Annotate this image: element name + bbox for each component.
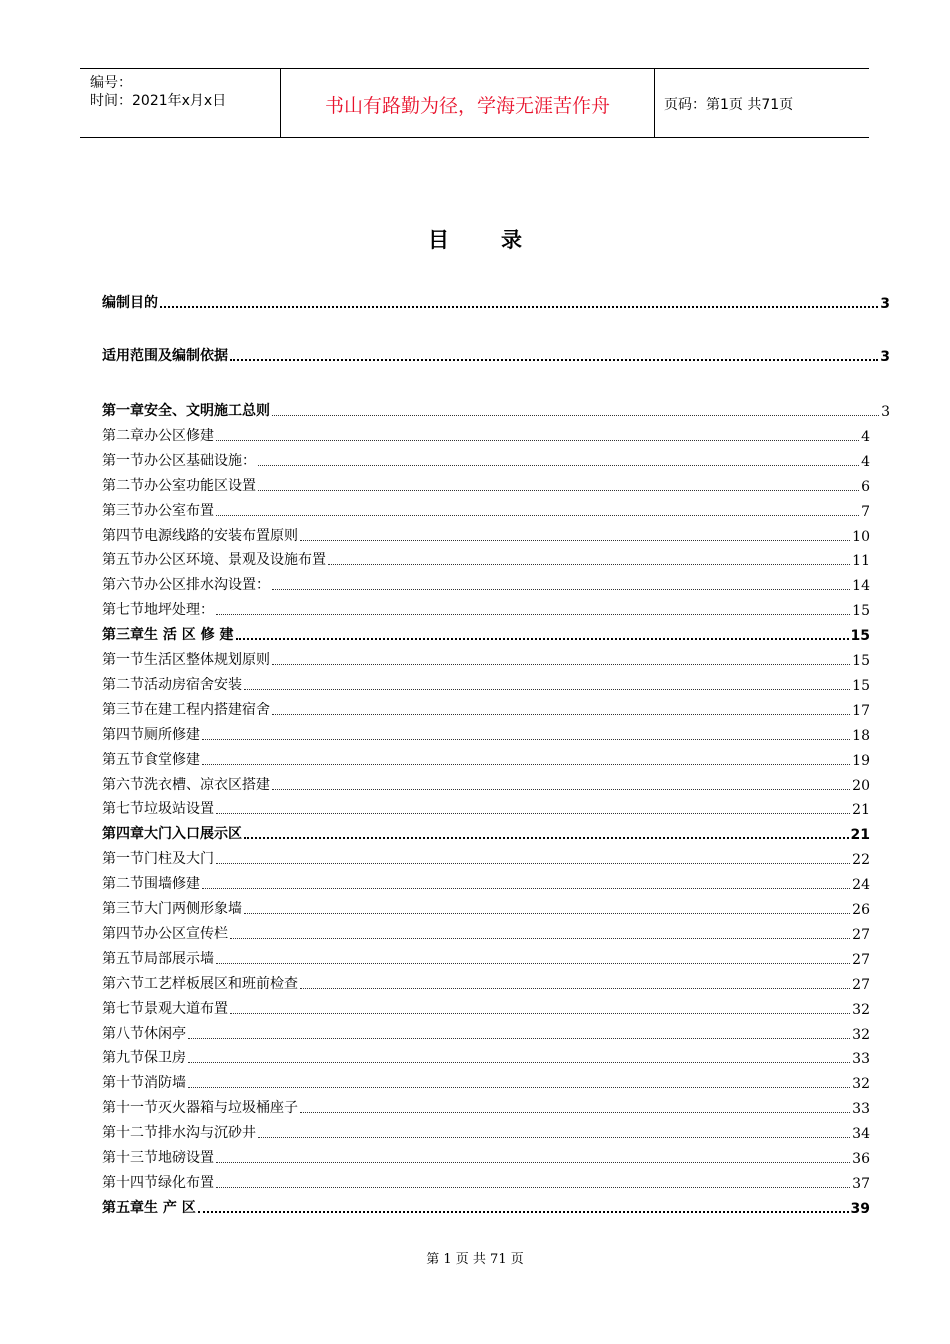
toc-entry-label	[102, 624, 234, 644]
header-table	[80, 68, 869, 138]
toc-entry-number: 第十节	[102, 1075, 144, 1091]
dot-leader	[272, 588, 850, 590]
toc-entry-title: 在建工程内搭建宿舍	[144, 702, 270, 718]
toc-entry-title: 大门入口展示区	[144, 826, 242, 842]
toc-entry-number: 第十三节	[102, 1150, 158, 1166]
toc-entry[interactable]	[102, 896, 870, 918]
toc-entry-page: 6	[861, 479, 870, 495]
toc-entry-label	[102, 450, 256, 470]
toc-entry-page: 20	[852, 778, 870, 794]
toc-entry-number: 第八节	[102, 1026, 144, 1042]
header-middle-cell	[280, 69, 655, 137]
toc-entry-page: 21	[852, 802, 870, 818]
toc-entry-number: 第三节	[102, 503, 144, 519]
toc-entry-page: 27	[852, 952, 870, 968]
toc-entry[interactable]	[102, 697, 870, 719]
toc-entry-label	[102, 674, 242, 694]
toc-entry-page: 39	[850, 1201, 870, 1217]
dot-leader	[244, 688, 850, 690]
number-label: 编号：	[90, 75, 132, 91]
toc-entry-title: 办公室功能区设置	[144, 478, 256, 494]
toc-entry-number: 第一章	[102, 403, 144, 419]
toc-entry-title: 办公区修建	[144, 428, 214, 444]
toc-entry-number: 第四章	[102, 826, 144, 842]
toc-entry-label	[102, 774, 270, 794]
toc-entry-number: 第十二节	[102, 1125, 158, 1141]
toc-entry-number: 第二节	[102, 677, 144, 693]
toc-entry-title: 围墙修建	[144, 876, 200, 892]
toc-entry-title: 适用范围及编制依据	[102, 348, 228, 364]
toc-entry-number: 第七节	[102, 1001, 144, 1017]
toc-entry-label	[102, 1097, 298, 1117]
toc-entry-page: 24	[852, 877, 870, 893]
toc-entry-label	[102, 749, 200, 769]
toc-entry-page: 3	[880, 349, 890, 365]
toc-entry-number: 第一节	[102, 851, 144, 867]
toc-entry-title: 地坪处理：	[144, 602, 214, 618]
dot-leader	[258, 464, 859, 466]
toc-entry-page: 10	[852, 529, 870, 545]
toc-entry-number: 第三节	[102, 901, 144, 917]
toc-entry-page: 22	[852, 852, 870, 868]
toc-entry-number: 第十一节	[102, 1100, 158, 1116]
dot-leader	[216, 862, 850, 864]
toc-entry-title: 电源线路的安装布置原则	[144, 528, 298, 544]
toc-entry[interactable]	[102, 1045, 870, 1067]
toc-entry-title: 排水沟与沉砂井	[158, 1125, 256, 1141]
toc-entry-label	[102, 998, 228, 1018]
time-label: 时间：2021年x月x日	[90, 93, 227, 109]
dot-leader	[202, 763, 850, 765]
toc-entry-page: 4	[861, 429, 870, 445]
toc-entry-title: 办公区基础设施：	[144, 453, 256, 469]
toc-entry-number: 第二章	[102, 428, 144, 444]
dot-leader	[230, 358, 878, 361]
toc-entry-number: 第六节	[102, 577, 144, 593]
toc-entry[interactable]	[102, 647, 870, 669]
toc-entry[interactable]	[102, 722, 870, 744]
dot-leader	[300, 1111, 850, 1113]
toc-entry-label	[102, 425, 214, 445]
toc-entry-label	[102, 724, 200, 744]
toc-entry-page: 17	[852, 703, 870, 719]
dot-leader	[244, 836, 849, 839]
toc-entry-page: 34	[852, 1126, 870, 1142]
toc-entry-number: 第二节	[102, 876, 144, 892]
toc-entry[interactable]	[102, 946, 870, 968]
toc-entry-label	[102, 525, 298, 545]
toc-entry-number: 第五章	[102, 1200, 144, 1216]
dot-leader	[160, 305, 878, 308]
toc-entry-title: 灭火器箱与垃圾桶座子	[158, 1100, 298, 1116]
toc-entry-number: 第一节	[102, 453, 144, 469]
toc-entry[interactable]	[102, 597, 870, 619]
toc-entry[interactable]	[102, 547, 870, 569]
toc-entry-label	[102, 798, 214, 818]
toc-entry-label	[102, 1072, 186, 1092]
toc-entry[interactable]	[102, 1021, 870, 1043]
dot-leader	[188, 1061, 850, 1063]
header-right-cell	[654, 69, 869, 137]
dot-leader	[216, 1161, 850, 1163]
toc-entry-label	[102, 1023, 186, 1043]
toc-entry-label	[102, 500, 214, 520]
toc-entry-page: 33	[852, 1101, 870, 1117]
toc-entry-number: 第九节	[102, 1050, 144, 1066]
toc-entry[interactable]	[102, 1170, 870, 1192]
toc-entry-page: 27	[852, 977, 870, 993]
dot-leader	[188, 1086, 850, 1088]
dot-leader	[198, 1210, 849, 1213]
toc-entry-number: 第十四节	[102, 1175, 158, 1191]
toc-entry-number: 第四节	[102, 926, 144, 942]
toc-entry-label	[102, 923, 228, 943]
toc-entry-title: 生 产 区	[144, 1200, 196, 1216]
toc-entry[interactable]	[102, 572, 870, 594]
toc-entry-page: 18	[852, 728, 870, 744]
toc-entry[interactable]	[102, 343, 890, 365]
toc-entry-title: 活动房宿舍安装	[144, 677, 242, 693]
dot-leader	[216, 812, 850, 814]
dot-leader	[216, 439, 859, 441]
toc-entry-title: 景观大道布置	[144, 1001, 228, 1017]
dot-leader	[300, 987, 850, 989]
toc-entry-title: 办公区环境、景观及设施布置	[144, 552, 326, 568]
dot-leader	[236, 637, 849, 640]
toc-entry-label	[102, 345, 228, 365]
toc-entry-title: 办公区排水沟设置：	[144, 577, 270, 593]
toc-entry-number: 第五节	[102, 752, 144, 768]
toc-entry-label	[102, 699, 270, 719]
toc-entry[interactable]	[102, 622, 870, 644]
toc-entry-label	[102, 948, 214, 968]
toc-entry[interactable]	[102, 448, 870, 470]
toc-entry[interactable]	[102, 1070, 870, 1092]
toc-entry-label	[102, 475, 256, 495]
toc-entry[interactable]	[102, 672, 870, 694]
dot-leader	[216, 514, 859, 516]
toc-entry-number: 第六节	[102, 777, 144, 793]
dot-leader	[258, 1136, 850, 1138]
toc-entry-page: 14	[852, 578, 870, 594]
toc-entry-title: 安全、文明施工总则	[144, 403, 270, 419]
dot-leader	[272, 788, 850, 790]
toc-entry-page: 11	[852, 553, 870, 569]
toc-entry-title: 洗衣槽、凉衣区搭建	[144, 777, 270, 793]
toc-entry-label	[102, 549, 326, 569]
page-title	[0, 224, 950, 254]
toc-entry-page: 15	[852, 678, 870, 694]
toc-entry-title: 办公室布置	[144, 503, 214, 519]
toc-entry[interactable]	[102, 871, 870, 893]
dot-leader	[188, 1037, 850, 1039]
toc-entry[interactable]	[102, 772, 870, 794]
toc-entry[interactable]	[102, 473, 870, 495]
toc-entry-title: 垃圾站设置	[144, 801, 214, 817]
toc-entry-title: 门柱及大门	[144, 851, 214, 867]
toc-entry-label	[102, 1047, 186, 1067]
dot-leader	[230, 1012, 850, 1014]
toc-entry-title: 食堂修建	[144, 752, 200, 768]
toc-entry-page: 3	[880, 296, 890, 312]
toc-entry-title: 休闲亭	[144, 1026, 186, 1042]
toc-entry-number: 第三章	[102, 627, 144, 643]
toc-entry[interactable]	[102, 1095, 870, 1117]
dot-leader	[244, 912, 850, 914]
dot-leader	[272, 414, 879, 416]
toc-entry[interactable]	[102, 1145, 870, 1167]
toc-entry-number: 第四节	[102, 528, 144, 544]
header-left-cell	[80, 69, 280, 137]
toc-entry-number: 第二节	[102, 478, 144, 494]
toc-entry-title: 工艺样板展区和班前检查	[144, 976, 298, 992]
toc-entry-number: 第七节	[102, 801, 144, 817]
toc-entry-label	[102, 873, 200, 893]
dot-leader	[272, 713, 850, 715]
page-info: 页码：第1页 共71页	[664, 97, 794, 113]
toc-entry-title: 编制目的	[102, 295, 158, 311]
toc-entry[interactable]	[102, 971, 870, 993]
toc-entry-label	[102, 973, 298, 993]
toc-entry[interactable]	[102, 996, 870, 1018]
dot-leader	[216, 613, 850, 615]
toc-entry-label	[102, 848, 214, 868]
dot-leader	[202, 738, 850, 740]
toc-entry-number: 第五节	[102, 552, 144, 568]
toc-entry-number: 第六节	[102, 976, 144, 992]
dot-leader	[300, 539, 850, 541]
toc-entry-page: 27	[852, 927, 870, 943]
toc-entry-label	[102, 599, 214, 619]
toc-entry[interactable]	[102, 398, 890, 420]
toc-entry[interactable]	[102, 747, 870, 769]
toc-entry-page: 21	[850, 827, 870, 843]
toc-entry-title: 绿化布置	[158, 1175, 214, 1191]
toc-entry-page: 32	[852, 1076, 870, 1092]
toc-entry-label	[102, 574, 270, 594]
toc-entry-title: 办公区宣传栏	[144, 926, 228, 942]
toc-entry-page: 7	[861, 504, 870, 520]
toc-entry-page: 32	[852, 1027, 870, 1043]
dot-leader	[328, 563, 850, 565]
dot-leader	[216, 1186, 850, 1188]
toc-entry-page: 3	[881, 404, 890, 420]
toc-entry[interactable]	[102, 846, 870, 868]
toc-entry[interactable]	[102, 1195, 870, 1217]
toc-entry-title: 生 活 区 修 建	[144, 627, 234, 643]
toc-entry-title: 大门两侧形象墙	[144, 901, 242, 917]
toc-entry-page: 36	[852, 1151, 870, 1167]
toc-entry-label	[102, 292, 158, 312]
toc-entry-label	[102, 1172, 214, 1192]
toc-entry-number: 第一节	[102, 652, 144, 668]
toc-entry-title: 厕所修建	[144, 727, 200, 743]
toc-entry-number: 第三节	[102, 702, 144, 718]
toc-entry[interactable]	[102, 523, 870, 545]
toc-entry[interactable]	[102, 423, 870, 445]
toc-entry-page: 37	[852, 1176, 870, 1192]
motto: 书山有路勤为径，学海无涯苦作舟	[324, 95, 610, 117]
toc-entry-page: 15	[852, 603, 870, 619]
toc-entry[interactable]	[102, 796, 870, 818]
title-char-1: 目	[428, 228, 449, 252]
toc-entry-title: 局部展示墙	[144, 951, 214, 967]
toc-entry-page: 15	[852, 653, 870, 669]
toc-entry-title: 消防墙	[144, 1075, 186, 1091]
toc-entry[interactable]	[102, 498, 870, 520]
toc-entry-page: 32	[852, 1002, 870, 1018]
toc-entry-page: 33	[852, 1051, 870, 1067]
toc-entry-label	[102, 649, 270, 669]
title-char-2: 录	[501, 228, 522, 252]
toc-entry-number: 第四节	[102, 727, 144, 743]
toc-entry-title: 生活区整体规划原则	[144, 652, 270, 668]
toc-entry[interactable]	[102, 921, 870, 943]
toc-entry-label	[102, 1197, 196, 1217]
page-footer: 第 1 页 共 71 页	[426, 1252, 524, 1267]
toc-entry-title: 地磅设置	[158, 1150, 214, 1166]
toc-entry-page: 19	[852, 753, 870, 769]
toc-entry-number: 第五节	[102, 951, 144, 967]
dot-leader	[230, 937, 850, 939]
toc-entry-label	[102, 1147, 214, 1167]
toc-entry[interactable]	[102, 1120, 870, 1142]
toc-entry-label	[102, 1122, 256, 1142]
toc-entry-label	[102, 823, 242, 843]
toc-entry[interactable]	[102, 290, 890, 312]
dot-leader	[272, 663, 850, 665]
toc-entry-label	[102, 898, 242, 918]
toc-entry-number: 第七节	[102, 602, 144, 618]
toc-entry-page: 26	[852, 902, 870, 918]
toc-entry-label	[102, 400, 270, 420]
toc-entry-page: 4	[861, 454, 870, 470]
dot-leader	[216, 962, 850, 964]
toc-entry-title: 保卫房	[144, 1050, 186, 1066]
dot-leader	[202, 887, 850, 889]
toc-entry-page: 15	[850, 628, 870, 644]
dot-leader	[258, 489, 859, 491]
toc-entry[interactable]	[102, 821, 870, 843]
